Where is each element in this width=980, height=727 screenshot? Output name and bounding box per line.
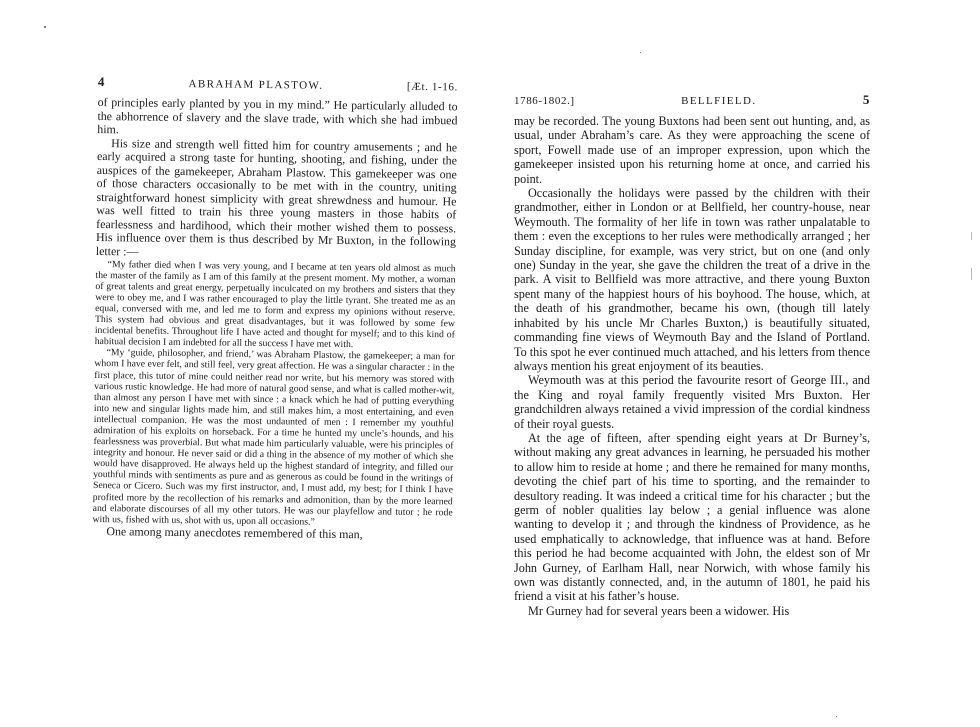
quote-father: “My father died when I was very young, and I became at ten years old almost as much the master of the family as I am of this family at the present moment. My mother, a woman of great talents and great energy, perpetually inculcated on my brothers and sisters that they were to obey me, and I was rather encouraged to play the little tyrant. She treated me as an equal, conversed with me, and led me to form and express my opinions without reserve. This system had obvious and great disadvantages, but it was followed by some few incidental benefits. Throughout life I have acted and thought for myself; and to this kind of habitual decision I am indebted for all the success I have met with. (94, 258, 456, 351)
right-page (514, 92, 870, 672)
right-running-title: BELLFIELD. (681, 95, 757, 107)
scan-speck (640, 52, 641, 53)
left-page (91, 74, 458, 668)
left-running-head (98, 74, 458, 94)
right-body (514, 114, 870, 618)
para-holidays: Occasionally the holidays were passed by the children with their grandmother, either in London or at Bellfield, her country-house, near Weymouth. The formality of her life in town was rather unpalatable to them : even the exceptions to her rules were methodically arranged ; her Sunday discipline, for example, was very strict, but on one (and only one) Sunday in the year, she gave the children the treat of a drive in the park. A visit to Bellfield was more attractive, and there young Buxton spent many of the happiest hours of his boyhood. The house, which, at the death of his grandmother, became his own, (though till lately inhabited by his uncle Mr Charles Buxton,) is beautifully situated, commanding fine views of Weymouth Bay and the Island of Portland. To this spot he ever continued much attached, and his letters from thence always mention his great enjoyment of its beauties. (514, 186, 870, 373)
left-body (96, 96, 458, 263)
left-running-era: [Æt. 1-16. (406, 80, 458, 94)
para-weymouth: Weymouth was at this period the favourite resort of George III., and the King and royal family frequently visited Mrs Buxton. Her grandchildren always retained a vivid impression of the cordial kindness of their royal guests. (514, 373, 870, 431)
para-gurney: Mr Gurney had for several years been a widower. His (528, 603, 790, 618)
letter-quote (92, 259, 455, 530)
right-page-number: 5 (862, 92, 870, 107)
para-fifteen: At the age of fifteen, after spending eight years at Dr Burney’s, without making any great advances in learning, he persuaded his mother to allow him to reside at home ; and there he remained for many months, devoting the chief part of his time to sporting, and the remainder to desultory reading. It was indeed a critical time for his character ; but the germ of nobler qualities lay below ; a genial influence was alone wanting to develop it ; and through the kindness of Providence, as he used emphatically to acknowledge, that influence was at hand. Before this period he had become acquainted with John, the eldest son of Mr John Gurney, of Earlham Hall, near Norwich, with whose family his own was distantly connected, and, in the autumn of 1801, he paid his friend a visit at his father’s house. (514, 430, 870, 604)
left-running-title: ABRAHAM PLASTOW. (188, 78, 324, 92)
quote-guide: “My ‘guide, philosopher, and friend,’ was Abraham Plastow, the gamekeeper; a man for whom I have ever felt, and still feel, very great affection. He was a singular character : in the first place, this tutor of mine could neither read nor write, but his memory was stored with various rustic knowledge. He had more of natural good sense, and what is called mother-wit, than almost any person I have met with since : a knack which he had of putting everything into new and singular lights made him, and still makes him, a most entertaining, and even intellectual companion. He was the most undaunted of men : I remember my youthful admiration of his exploits on horseback. For a time he hunted my uncle’s hounds, and his fearlessness was proverbial. But what made him particularly valuable, were his principles of integrity and honour. He never said or did a thing in the absence of my mother of which she would have disapproved. He always held up the highest standard of integrity, and filled our youthful minds with sentiments as pure and as generous as could be found in the writings of Seneca or Cicero. Such was my first instructor, and, I must add, my best; for I think I have profited more by the recollection of his remarks and admonition, than by the more learned and elaborate discourses of all my other tutors. He was our playfellow and tutor ; he rode with us, fished with us, shot with us, upon all occasions.” (92, 347, 455, 528)
para-continued: of principles early planted by you in my mind.” He particularly alluded to the abhorrence of slavery and the slave trade, with which she had imbued him. (97, 94, 458, 137)
right-running-years: 1786-1802.] (514, 95, 575, 107)
para-anecdotes: One among many anecdotes remembered of this man, (106, 523, 363, 542)
scan-speck (836, 716, 837, 717)
para-recorded: may be recorded. The young Buxtons had been sent out hunting, and, as usual, under Abraham’s care. As they were approaching the scene of sport, Fowell made use of an improper expression, upon which the gamekeeper insisted upon his returning home at once, and carried his point. (514, 114, 870, 186)
edge-mark (971, 232, 972, 240)
edge-mark (971, 268, 972, 280)
para-strength: His size and strength well fitted him for country amusements ; and he early acquired a strong taste for hunting, shooting, and fishing, under the auspices of the gamekeeper, Abraham Plastow. This gamekeeper was one of those characters occasionally to be met with in the country, uniting straightforward honest simplicity with great shrewdness and humour. He was well fitted to train his three young masters in those habits of fearlessness and hardihood, which their mother wished them to possess. His influence over them is thus described by Mr Buxton, in the following letter :— (95, 135, 458, 259)
left-page-number: 4 (97, 74, 106, 90)
scan-speck (44, 26, 46, 28)
right-running-head (514, 92, 870, 108)
